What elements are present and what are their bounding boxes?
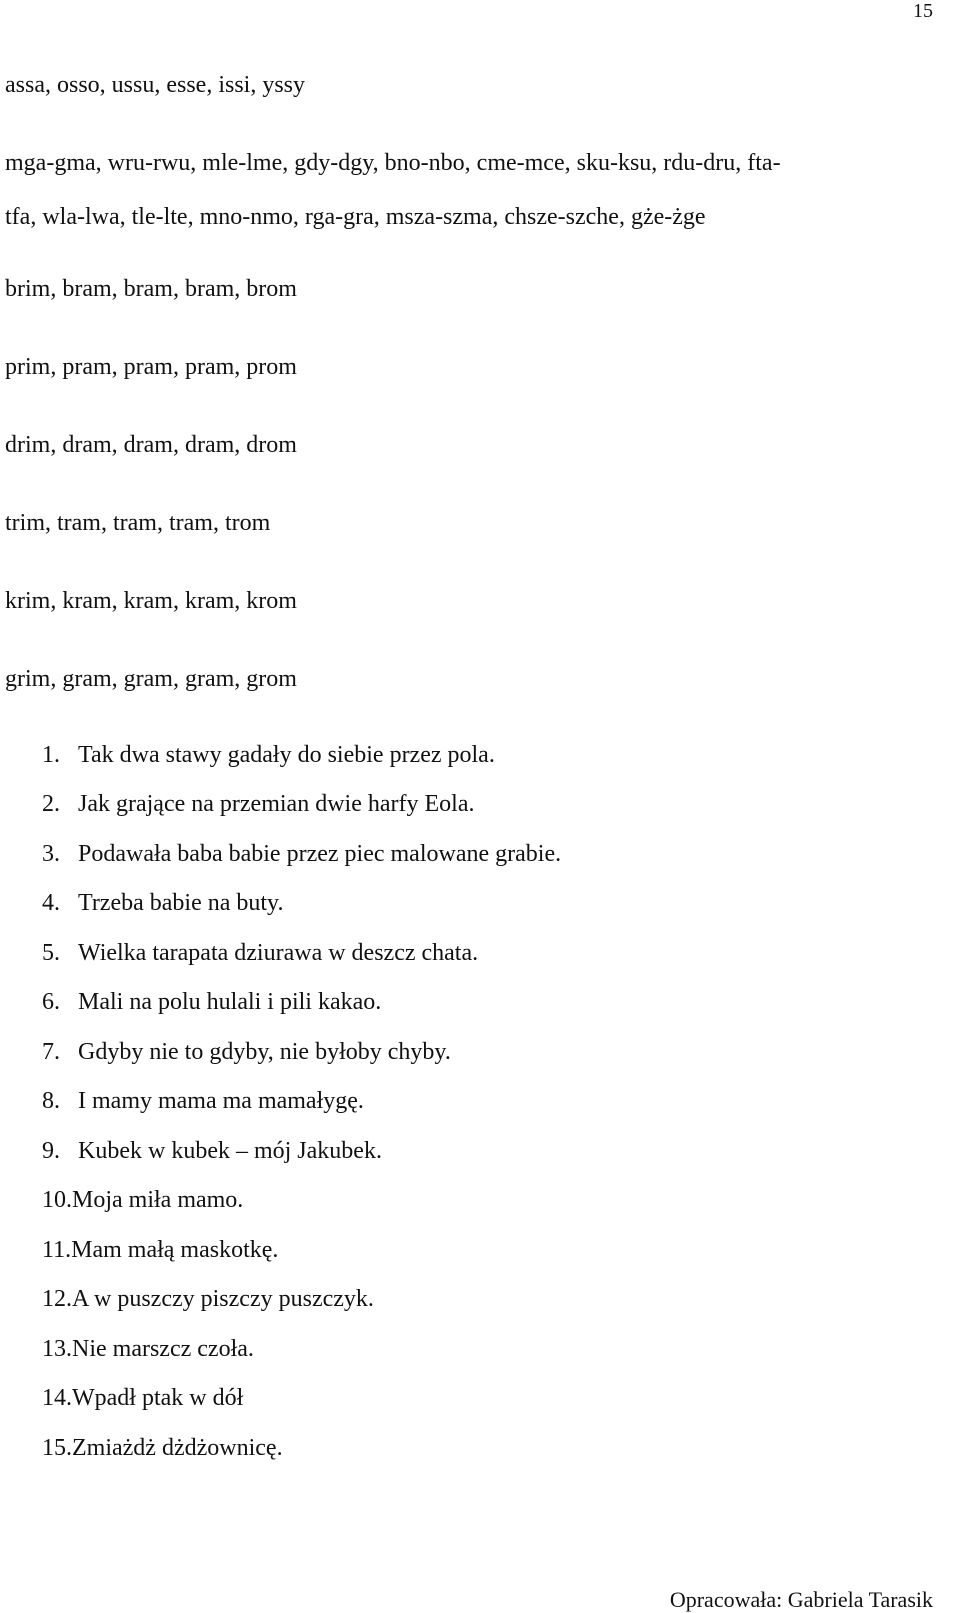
list-item-text: A w puszczy piszczy puszczyk. — [72, 1286, 374, 1312]
list-item-number: 6. — [42, 989, 60, 1015]
list-item-number: 9. — [42, 1138, 60, 1164]
list-item — [42, 1335, 254, 1363]
list-item-text: I mamy mama ma mamałygę. — [78, 1088, 364, 1114]
list-item-number: 11. — [42, 1237, 72, 1263]
list-item — [42, 988, 381, 1016]
list-item-number: 13. — [42, 1336, 72, 1362]
list-item — [42, 1384, 243, 1412]
list-item-text: Wielka tarapata dziurawa w deszcz chata. — [78, 940, 479, 966]
list-item-text: Kubek w kubek – mój Jakubek. — [78, 1138, 382, 1164]
list-item — [42, 889, 284, 917]
list-item-number: 14. — [42, 1385, 72, 1411]
list-item-number: 15. — [42, 1435, 72, 1461]
list-item-text: Podawała baba babie przez piec malowane grabie. — [78, 841, 562, 867]
author-footer: Opracowała: Gabriela Tarasik — [669, 1587, 933, 1612]
list-item-number: 12. — [42, 1286, 72, 1312]
page-number: 15 — [913, 0, 933, 22]
list-item — [42, 1087, 364, 1115]
paragraph-gr: grim, gram, gram, gram, grom — [5, 666, 297, 692]
list-item-text: Nie marszcz czoła. — [72, 1336, 254, 1362]
list-item-text: Trzeba babie na buty. — [78, 890, 284, 916]
list-item-text: Tak dwa stawy gadały do siebie przez pola. — [78, 742, 495, 768]
list-item — [42, 1137, 382, 1165]
list-item-number: 5. — [42, 940, 60, 966]
list-item-number: 2. — [42, 791, 60, 817]
list-item-text: Gdyby nie to gdyby, nie byłoby chyby. — [78, 1039, 451, 1065]
list-item — [42, 939, 478, 967]
paragraph-syllable-pairs-line-2: tfa, wla-lwa, tle-lte, mno-nmo, rga-gra, msza-szma, chsze-szche, gże-żge — [5, 204, 706, 230]
list-item — [42, 790, 474, 818]
list-item-text: Mam małą maskotkę. — [71, 1237, 279, 1263]
paragraph-pr: prim, pram, pram, pram, prom — [5, 354, 297, 380]
list-item-number: 8. — [42, 1088, 60, 1114]
list-item-number: 4. — [42, 890, 60, 916]
paragraph-br: brim, bram, bram, bram, brom — [5, 276, 297, 302]
paragraph-kr: krim, kram, kram, kram, krom — [5, 588, 297, 614]
list-item — [42, 840, 561, 868]
list-item — [42, 1434, 283, 1462]
paragraph-syllable-pairs — [5, 149, 890, 257]
list-item — [42, 1236, 278, 1264]
list-item-text: Jak grające na przemian dwie harfy Eola. — [78, 791, 475, 817]
paragraph-syllable-pairs-line-1: mga-gma, wru-rwu, mle-lme, gdy-dgy, bno-nbo, cme-mce, sku-ksu, rdu-dru, fta- — [5, 150, 781, 176]
list-item-number: 10. — [42, 1187, 72, 1213]
paragraph-dr: drim, dram, dram, dram, drom — [5, 432, 297, 458]
list-item — [42, 741, 495, 769]
list-item-number: 7. — [42, 1039, 60, 1065]
list-item-text: Mali na polu hulali i pili kakao. — [78, 989, 382, 1015]
list-item-number: 1. — [42, 742, 60, 768]
list-item-text: Moja miła mamo. — [72, 1187, 244, 1213]
list-item-text: Zmiażdż dżdżownicę. — [72, 1435, 283, 1461]
paragraph-assa: assa, osso, ussu, esse, issi, yssy — [5, 72, 306, 98]
list-item — [42, 1186, 243, 1214]
list-item-number: 3. — [42, 841, 60, 867]
paragraph-tr: trim, tram, tram, tram, trom — [5, 510, 271, 536]
list-item — [42, 1285, 374, 1313]
list-item-text: Wpadł ptak w dół — [72, 1385, 244, 1411]
list-item — [42, 1038, 451, 1066]
